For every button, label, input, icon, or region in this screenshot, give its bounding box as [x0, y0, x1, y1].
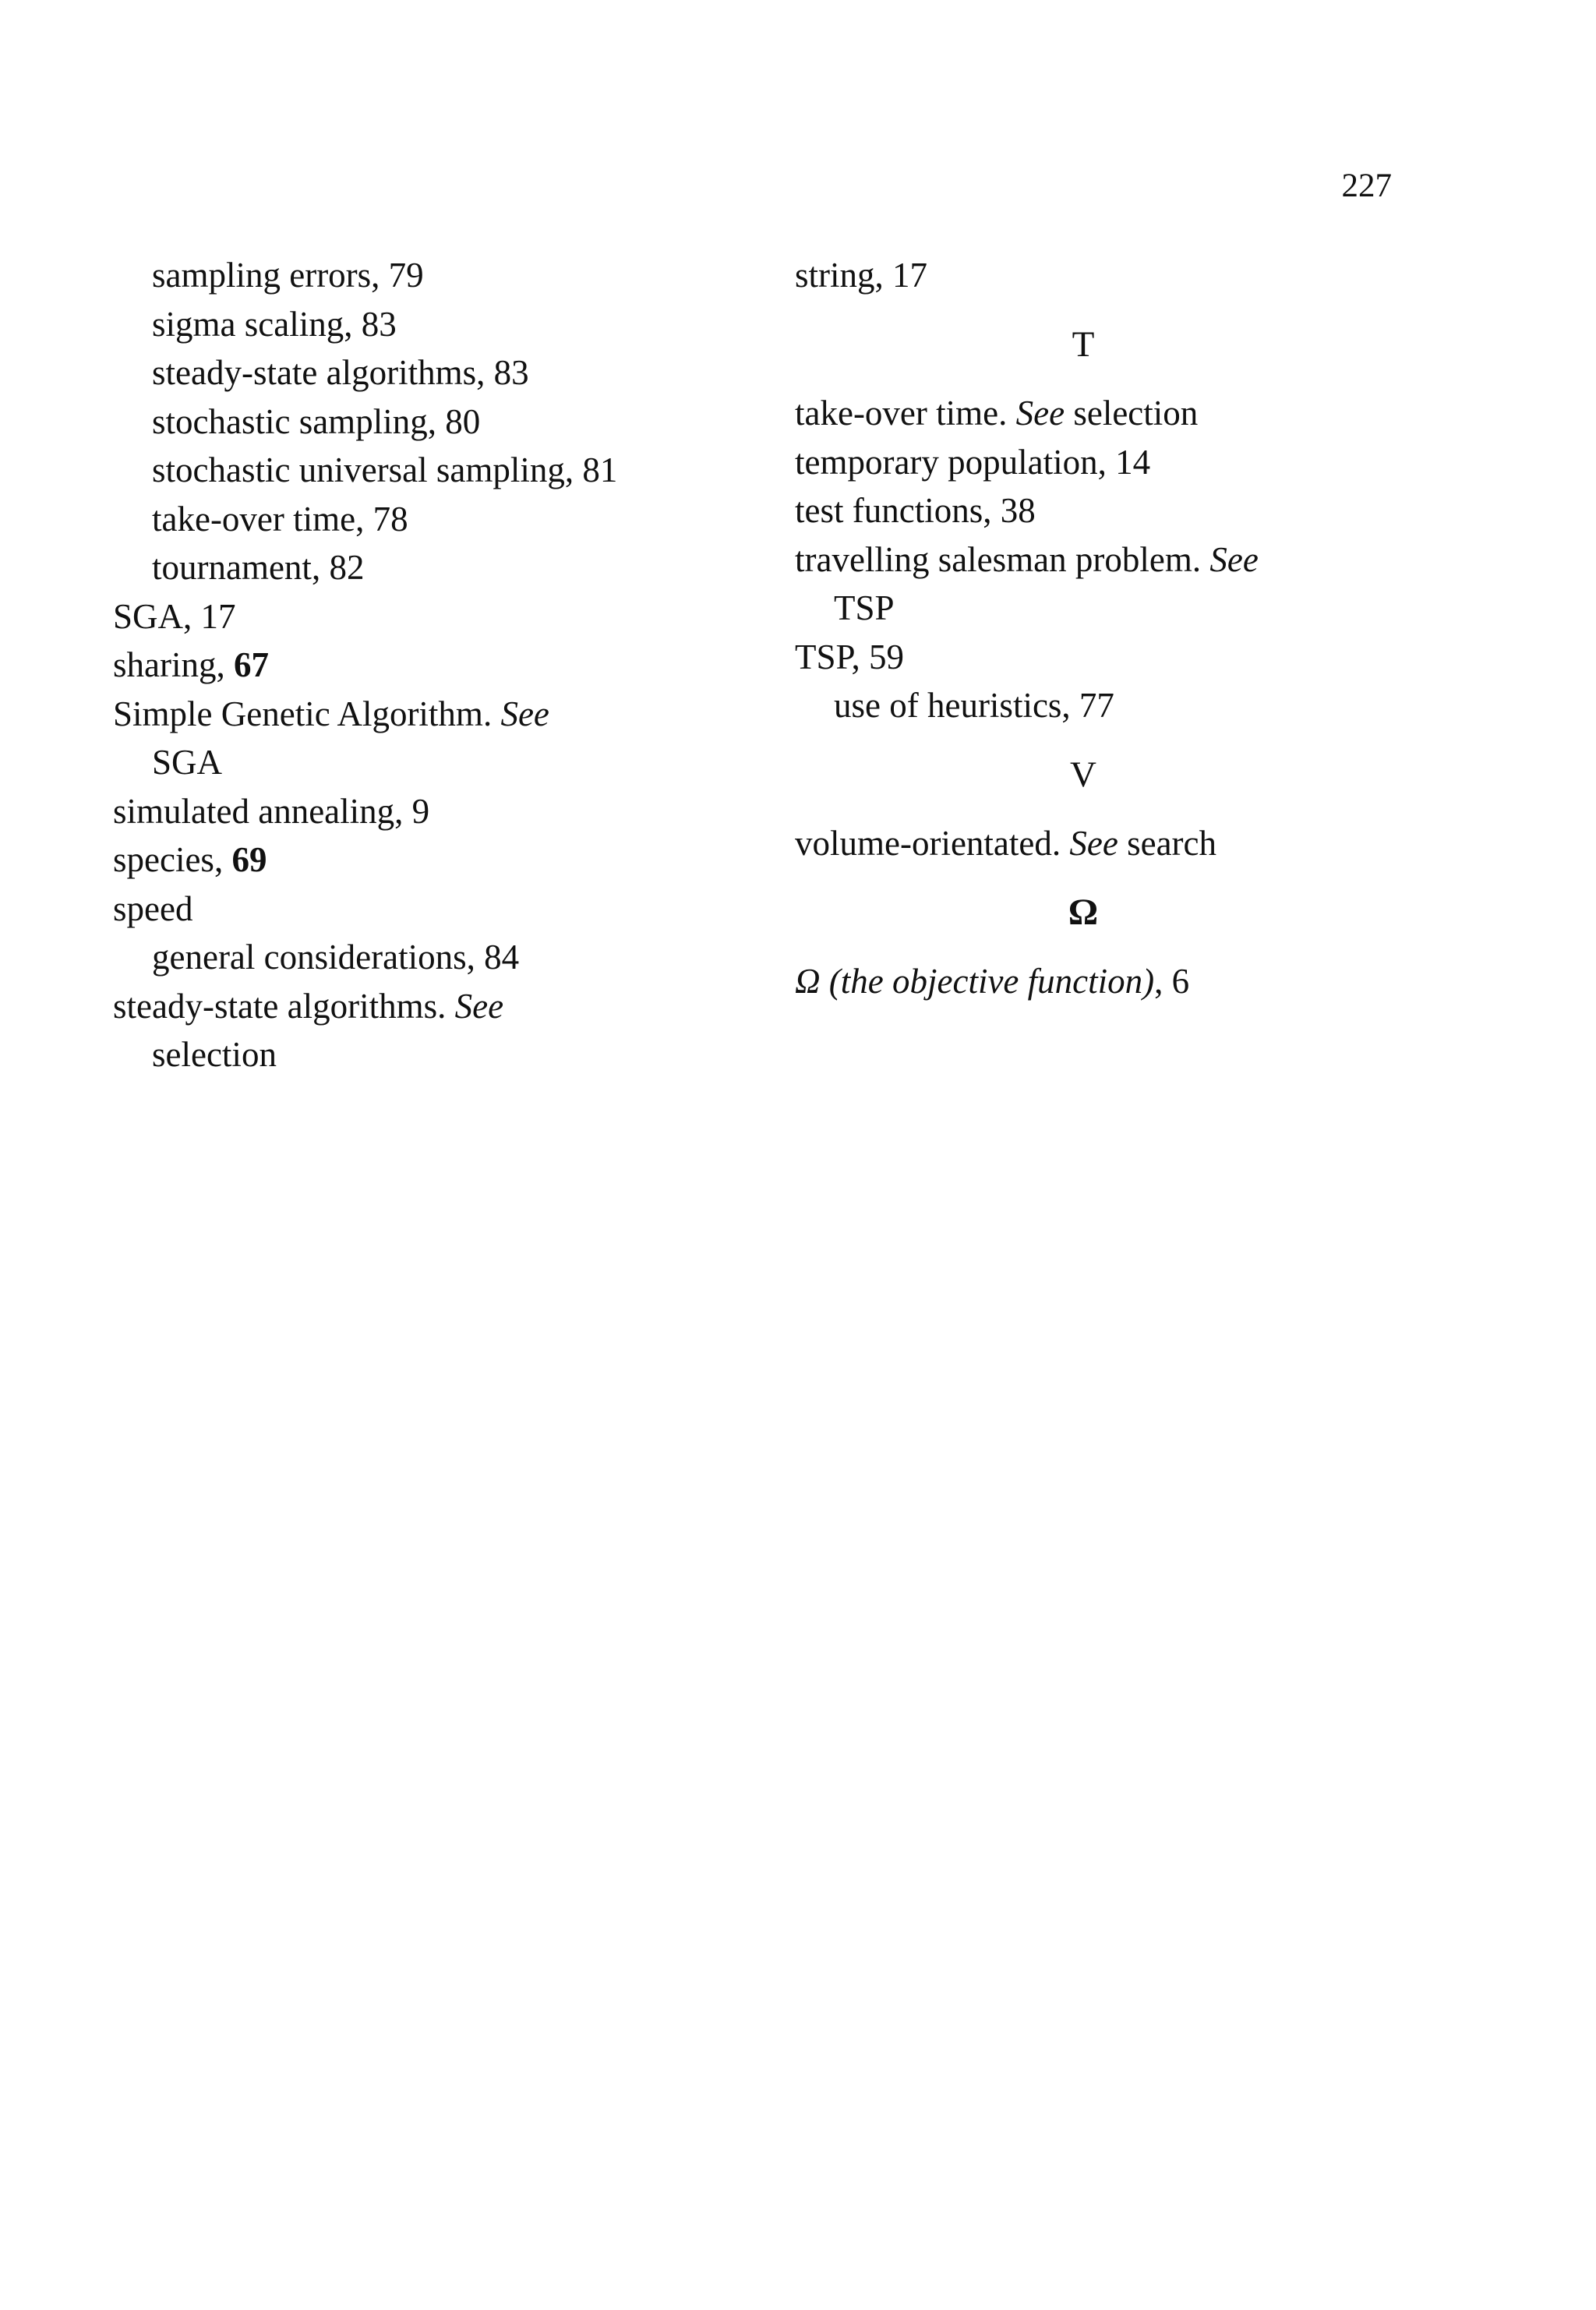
index-entry: temporary population, 14: [795, 442, 1151, 482]
index-entry-continuation: selection: [152, 1035, 277, 1074]
index-entry-term: species,: [113, 840, 232, 879]
index-column-right: [795, 251, 1387, 1006]
index-entry: [113, 835, 705, 885]
index-entry: string, 17: [795, 256, 928, 295]
see-reference: See: [1209, 539, 1259, 579]
see-target: selection: [1065, 394, 1199, 433]
index-entry: speed: [113, 888, 193, 928]
index-entry-term: volume-orientated.: [795, 824, 1070, 863]
index-entry-continuation: TSP: [834, 588, 895, 627]
index-entry-term: Simple Genetic Algorithm.: [113, 694, 501, 733]
index-entry-term: steady-state algorithms.: [113, 986, 455, 1026]
see-reference: See: [1015, 394, 1065, 433]
index-entry: [113, 982, 705, 1031]
index-entry-term-italic: Ω (the objective function): [795, 962, 1155, 1001]
index-column-left: [113, 251, 705, 1079]
index-entry: TSP, 59: [795, 637, 905, 676]
index-entry-continuation: SGA: [152, 743, 223, 782]
index-subentry: take-over time, 78: [152, 499, 408, 539]
index-subentry: tournament, 82: [152, 548, 365, 587]
index-subentry: use of heuristics, 77: [834, 686, 1114, 725]
see-target: search: [1118, 824, 1217, 863]
index-page-bold: 69: [231, 840, 267, 879]
index-subentry: steady-state algorithms, 83: [152, 353, 529, 392]
section-letter-heading: V: [1070, 754, 1096, 795]
section-letter-heading: T: [1072, 323, 1095, 365]
index-entry: SGA, 17: [113, 596, 236, 636]
index-entry: [795, 535, 1387, 585]
see-reference: See: [454, 986, 504, 1026]
index-entry-term: take-over time.: [795, 394, 1016, 433]
index-subentry: general considerations, 84: [152, 938, 520, 977]
see-reference: See: [1069, 824, 1118, 863]
index-entry-term: sharing,: [113, 645, 234, 684]
index-entry: [795, 389, 1387, 438]
page-number: 227: [1341, 168, 1392, 204]
index-entry: [113, 641, 705, 690]
index-entry-term: travelling salesman problem.: [795, 539, 1210, 579]
index-page: , 6: [1154, 962, 1190, 1001]
index-entry: simulated annealing, 9: [113, 791, 430, 831]
index-page-bold: 67: [233, 645, 269, 684]
index-entry: [113, 690, 705, 739]
index-subentry: sampling errors, 79: [152, 256, 424, 295]
index-subentry: stochastic sampling, 80: [152, 401, 481, 441]
index-subentry: sigma scaling, 83: [152, 304, 397, 344]
index-entry: test functions, 38: [795, 491, 1036, 530]
section-symbol-heading: Ω: [1068, 891, 1099, 933]
see-reference: See: [500, 694, 549, 733]
index-subentry: stochastic universal sampling, 81: [152, 450, 618, 489]
index-entry: [795, 819, 1387, 868]
index-entry: [795, 957, 1387, 1006]
